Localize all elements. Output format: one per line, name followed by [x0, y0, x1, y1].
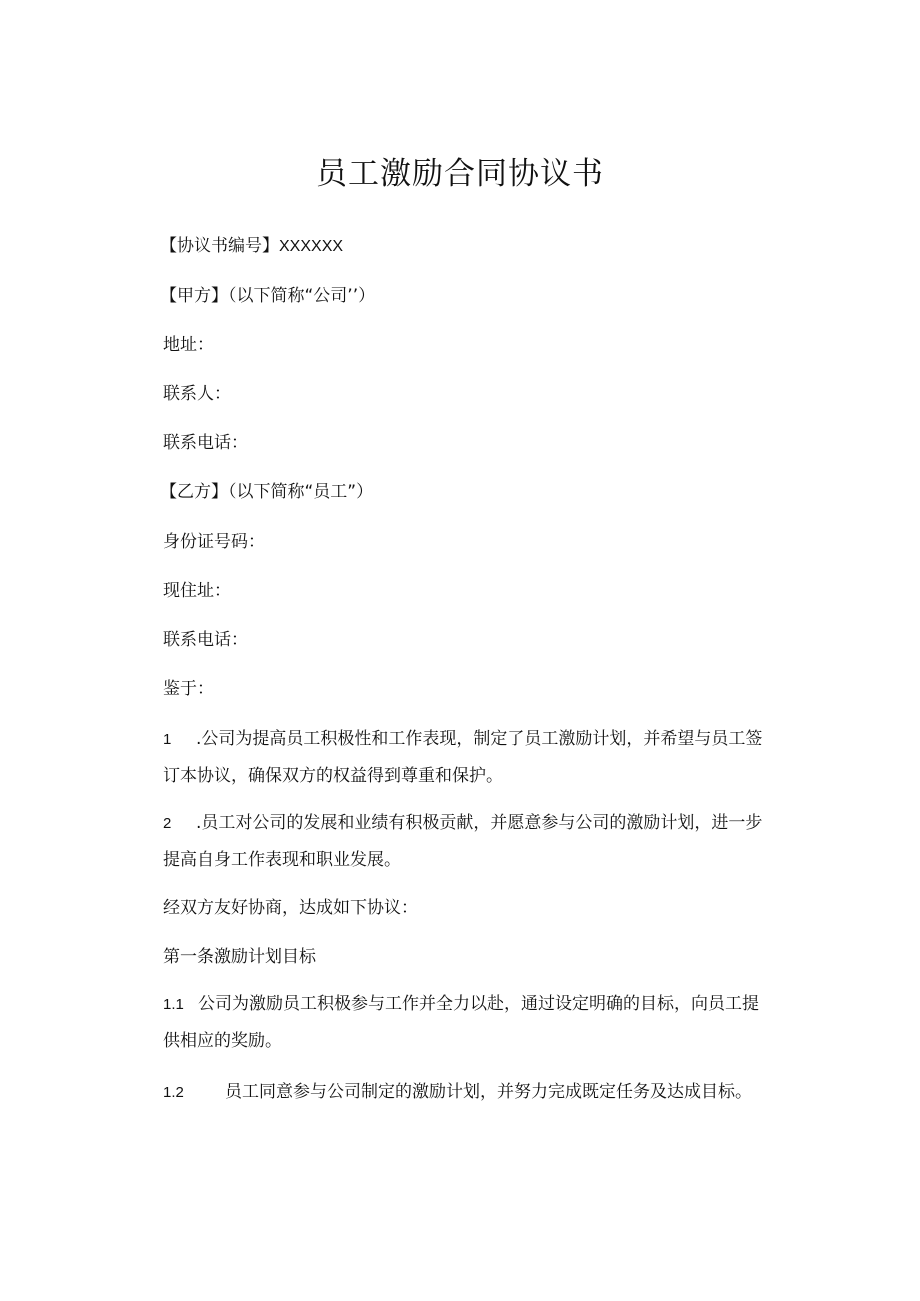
party-a-address-label: 地址： [163, 335, 214, 355]
recital-1-number: 1 [163, 731, 172, 748]
whereas-label: 鉴于： [163, 679, 214, 699]
clause-1-1-text: 公司为激励员工积极参与工作并全力以赴，通过设定明确的目标，向员工提供相应的奖励。 [163, 994, 759, 1051]
recital-2 [163, 805, 775, 879]
recital-2-number: 2 [163, 815, 172, 832]
recital-2-text: .员工对公司的发展和业绩有积极贡献，并愿意参与公司的激励计划，进一步提高自身工作表现和职业发展。 [163, 813, 763, 870]
party-a-heading: 【甲方】（以下简称“公司’’） [160, 286, 376, 306]
agreement-number-line [160, 234, 343, 259]
clause-1-2-number: 1.2 [163, 1084, 184, 1101]
recital-1-text: .公司为提高员工积极性和工作表现，制定了员工激励计划，并希望与员工签订本协议，确保双方的权益得到尊重和保护。 [163, 729, 763, 786]
party-b-id-label: 身份证号码： [163, 532, 265, 552]
party-a-contact-label: 联系人： [163, 384, 231, 404]
party-b-heading: 【乙方】（以下简称“员工”） [160, 482, 374, 502]
recital-1 [163, 721, 775, 795]
consensus-line: 经双方友好协商，达成如下协议： [163, 898, 418, 918]
clause-1-2 [163, 1074, 775, 1111]
party-a-phone-label: 联系电话： [163, 433, 248, 453]
clause-1-1-number: 1.1 [163, 996, 184, 1013]
party-b-address-label: 现住址： [163, 581, 231, 601]
document-title: 员工激励合同协议书 [316, 156, 604, 192]
agreement-number-label: 【协议书编号】 [160, 236, 279, 256]
article-1-heading: 第一条激励计划目标 [163, 947, 316, 967]
clause-1-1 [163, 986, 775, 1060]
party-b-phone-label: 联系电话： [163, 630, 248, 650]
agreement-number-value: XXXXXX [279, 238, 344, 255]
clause-1-2-text: 员工同意参与公司制定的激励计划，并努力完成既定任务及达成目标。 [225, 1082, 752, 1102]
